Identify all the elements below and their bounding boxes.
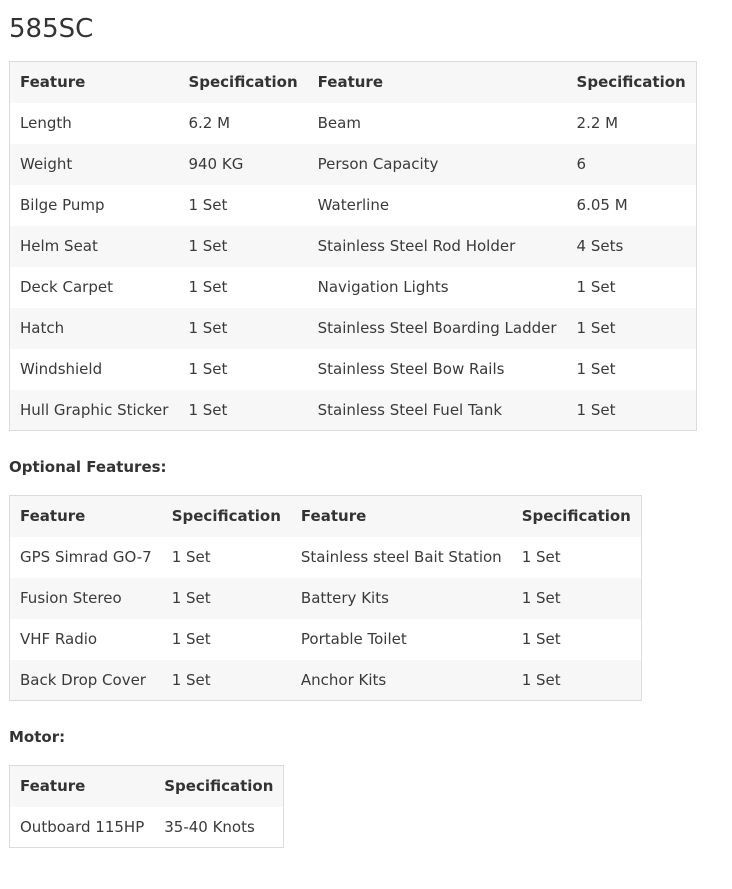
feature-cell: Stainless Steel Bow Rails xyxy=(317,360,505,378)
table-row xyxy=(10,807,284,848)
feature-cell: Bilge Pump xyxy=(20,196,105,214)
feature-cell: Stainless Steel Boarding Ladder xyxy=(317,319,557,337)
spec-cell: 1 Set xyxy=(171,548,211,566)
motor-heading: Motor: xyxy=(9,728,66,746)
main-specs-table xyxy=(9,61,697,431)
header-feature: Feature xyxy=(20,777,86,796)
spec-cell: 2.2 M xyxy=(576,114,619,132)
spec-cell: 1 Set xyxy=(521,630,561,648)
motor-table xyxy=(9,765,284,848)
spec-cell: 1 Set xyxy=(576,360,616,378)
header-feature: Feature xyxy=(317,73,383,92)
spec-cell: 4 Sets xyxy=(576,237,624,255)
spec-cell: 1 Set xyxy=(188,278,228,296)
header-specification: Specification xyxy=(164,777,274,796)
feature-cell: Length xyxy=(20,114,72,132)
table-row xyxy=(10,660,642,701)
spec-cell: 1 Set xyxy=(576,319,616,337)
spec-cell: 6.05 M xyxy=(576,196,628,214)
feature-cell: Navigation Lights xyxy=(317,278,449,296)
table-row xyxy=(10,349,697,390)
table-row xyxy=(10,619,642,660)
spec-cell: 6 xyxy=(576,155,587,173)
spec-cell: 1 Set xyxy=(188,319,228,337)
spec-cell: 1 Set xyxy=(188,400,228,419)
feature-cell: Outboard 115HP xyxy=(20,817,145,836)
feature-cell: Beam xyxy=(317,114,361,132)
header-feature: Feature xyxy=(300,507,367,526)
table-row xyxy=(10,308,697,349)
header-specification: Specification xyxy=(521,507,631,526)
spec-cell: 6.2 M xyxy=(188,114,231,132)
header-specification: Specification xyxy=(576,73,686,92)
header-specification: Specification xyxy=(171,507,281,526)
spec-cell: 35-40 Knots xyxy=(164,817,255,836)
table-header-row xyxy=(10,62,697,103)
feature-cell: Portable Toilet xyxy=(300,630,407,648)
optional-features-heading: Optional Features: xyxy=(9,458,167,476)
feature-cell: Anchor Kits xyxy=(300,670,387,689)
spec-cell: 1 Set xyxy=(188,196,228,214)
spec-cell: 1 Set xyxy=(188,237,228,255)
table-row xyxy=(10,103,697,144)
spec-cell: 1 Set xyxy=(521,548,561,566)
feature-cell: Stainless steel Bait Station xyxy=(300,548,502,566)
feature-cell: Hull Graphic Sticker xyxy=(20,400,169,419)
feature-cell: Deck Carpet xyxy=(20,278,113,296)
feature-cell: Windshield xyxy=(20,360,103,378)
feature-cell: Back Drop Cover xyxy=(20,670,146,689)
header-feature: Feature xyxy=(20,73,86,92)
feature-cell: Waterline xyxy=(317,196,390,214)
spec-cell: 1 Set xyxy=(171,630,211,648)
feature-cell: GPS Simrad GO-7 xyxy=(20,548,152,566)
optional-features-table xyxy=(9,495,642,701)
table-row xyxy=(10,226,697,267)
table-row xyxy=(10,578,642,619)
feature-cell: Helm Seat xyxy=(20,237,98,255)
feature-cell: Stainless Steel Rod Holder xyxy=(317,237,516,255)
spec-cell: 1 Set xyxy=(521,670,561,689)
table-row xyxy=(10,537,642,578)
table-row xyxy=(10,144,697,185)
header-specification: Specification xyxy=(188,73,298,92)
table-header-row xyxy=(10,496,642,537)
spec-cell: 1 Set xyxy=(171,589,211,607)
feature-cell: Battery Kits xyxy=(300,589,389,607)
header-feature: Feature xyxy=(20,507,86,526)
page-title: 585SC xyxy=(9,14,94,44)
feature-cell: Person Capacity xyxy=(317,155,439,173)
spec-cell: 1 Set xyxy=(576,400,616,419)
feature-cell: Fusion Stereo xyxy=(20,589,122,607)
spec-cell: 1 Set xyxy=(521,589,561,607)
feature-cell: Stainless Steel Fuel Tank xyxy=(317,400,503,419)
spec-cell: 1 Set xyxy=(576,278,616,296)
feature-cell: Hatch xyxy=(20,319,65,337)
table-row xyxy=(10,267,697,308)
table-header-row xyxy=(10,766,284,807)
spec-cell: 1 Set xyxy=(171,670,211,689)
feature-cell: VHF Radio xyxy=(20,630,98,648)
spec-cell: 940 KG xyxy=(188,155,244,173)
table-row xyxy=(10,185,697,226)
table-row xyxy=(10,390,697,431)
feature-cell: Weight xyxy=(20,155,73,173)
spec-cell: 1 Set xyxy=(188,360,228,378)
